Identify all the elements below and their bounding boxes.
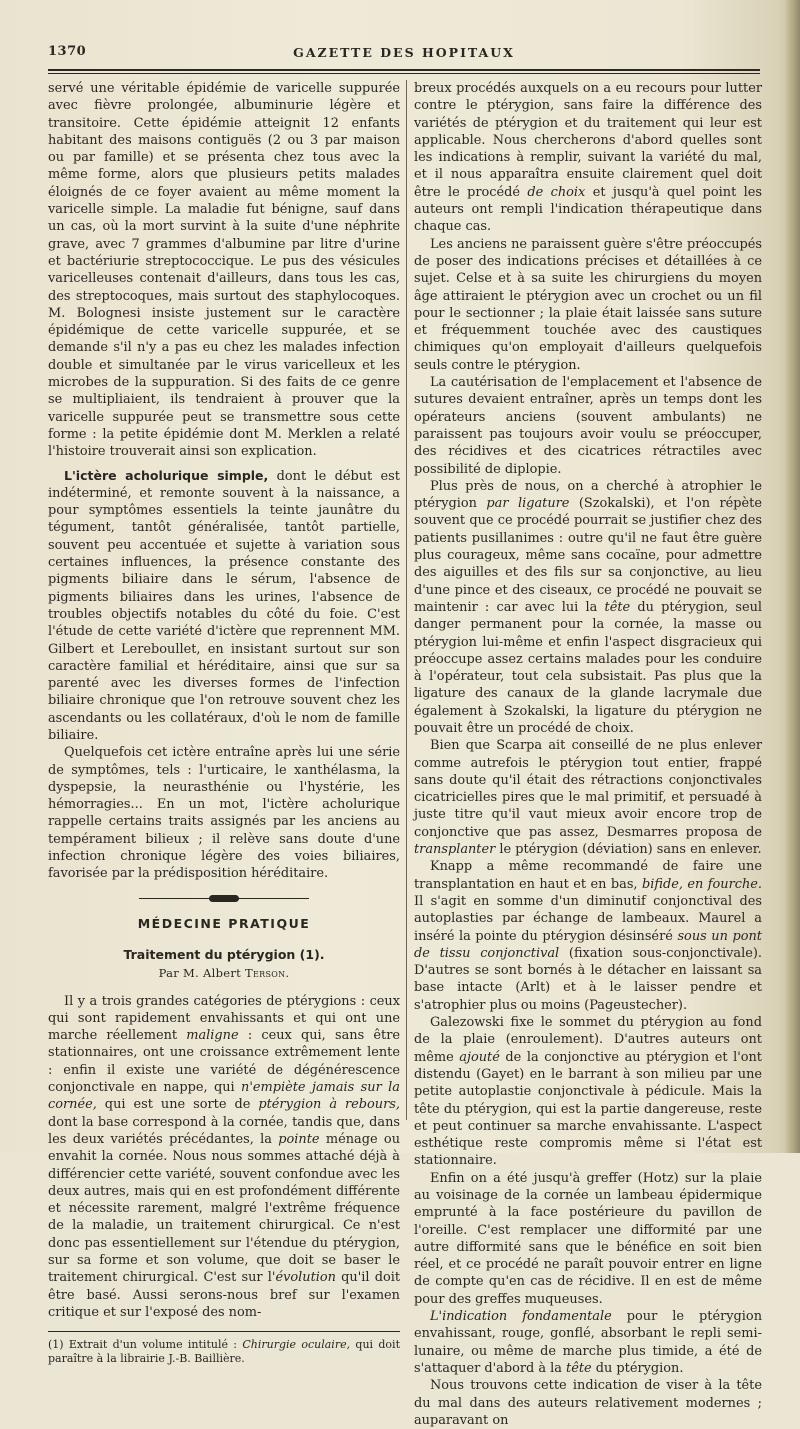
italic-run: transplanter [414,842,496,858]
byline [48,965,400,982]
header-rule-thin [48,73,760,74]
text-run: (1) Extrait d'un volume intitulé : [48,1338,243,1352]
italic-run: Chirurgie oculaire, [242,1338,351,1352]
paragraph [48,993,400,1322]
article-title: Traitement du ptérygion (1). [123,946,325,962]
paragraph-text: dont le début est indéterminé, et remonte souvent à la naissance, a pour symptômes essentiels la teinte jaunâtre du tégument, tantôt généralisée, tantôt partielle, souvent peu accentuée et sujette à variation sous certaines influences, la présence constante des pigments biliaire dans le sérum, l'absence de pigments biliaires dans les urines, l'absence de troubles objectifs notables du côté du foie. C'est l'étude de cette variété d'ictère que reprennent MM. Gilbert et Lereboullet, en insistant surtout sur son caractère familial et héréditaire, ainsi que sur sa parenté avec les diverses formes de l'infection biliaire chronique que l'on retrouve souvent chez les ascendants ou les collatéraux, d'où le nom de famille biliaire. [48,468,400,743]
text-run: ménage ou envahit la cornée. Nous nous sommes attaché déjà à différencier cette variété, souvent confondue avec les deux autres, mais qui en est profondément différente et nécessite rarement, malgré l'extrême fréquence de la maladie, un traitement chirurgical. Ce n'est donc pas essentiellement sur l'étendue du ptérygion, sur sa forme et son volume, que doit se baser le traitement chirurgical. C'est sur l' [48,1131,400,1286]
text-run: : ceux qui, sans être stationnaires, ont une croissance extrêmement lente : enfin il existe une variété de dégénérescence conjonctivale en nappe, qui [48,1028,400,1096]
italic-run: sous un pont de tissu conjonctival [414,928,762,961]
italic-run: tête [604,599,631,615]
paragraph: Quelquefois cet ictère entraîne après lui une série de symptômes, tels : l'urticaire, le xanthélasma, la dyspepsie, la neurasthénie ou l'hystérie, les hémorragies... En un mot, l'ictère acholurique rappelle certains traits assignés par les anciens au tempérament bilieux ; il relève sans doute d'une infection chronique légère des voies biliaires, favorisée par la prédisposition héréditaire. [48,745,400,882]
text-run: pour le ptérygion envahissant, rouge, gonflé, absorbant le repli semi-lunaire, ou même de marche plus timide, a été de s'attaquer d'abord à la [414,1309,762,1376]
text-run: Galezowski fixe le sommet du ptérygion au fond de la plaie (enroulement). D'autres auteurs ont même [414,1015,762,1065]
text-run: Il y a trois grandes catégories de ptérygions : ceux qui sont rapidement envahissants et qui ont une marche réellement [48,993,400,1044]
left-column [48,80,400,1366]
italic-run: bifide, en fourche. [641,876,762,892]
column-divider [406,80,407,1120]
italic-run: ajouté [459,1049,500,1065]
paragraph: Nous trouvons cette indication de viser à la tête du mal dans des auteurs relativement modernes ; auparavant on [414,1378,762,1428]
paragraph [414,1014,762,1170]
italic-run: évolution [275,1270,336,1286]
running-header [48,44,760,66]
paragraph: Les anciens ne paraissent guère s'être préoccupés de poser des indications précises et détaillées à ce sujet. Celse et à sa suite les chirurgiens du moyen âge attiraient le ptérygion avec un crochet ou un fil pour le sectionner ; la plaie était laissée sans suture et fréquemment touchée avec des caustiques chimiques qu'on employait d'ailleurs quelquefois seuls contre le ptérygion. [414,236,762,373]
run-in-heading: L'ictère acholurique simple, [64,467,269,483]
paragraph [414,478,762,737]
text-run: Bien que Scarpa ait conseillé de ne plus enlever comme autrefois le ptérygion tout entier, frappé sans doute qu'il était des rétractions conjonctivales cicatricielles pires que le mal primitif, et persuadé à juste titre qu'il vaut mieux avoir encore trop de conjonctive que pas assez, Desmarres proposa de [414,738,762,840]
italic-run: par ligature [486,496,570,512]
text-run: de la conjonctive au ptérygion et l'ont distendu (Gayet) en le barrant à son milieu par une petite autoplastie conjonctivale à pédicule. Mais la tête du ptérygion, qui est la partie dangereuse, reste et peut continuer sa marche envahissante. L'aspect esthétique reste compromis même si l'état est stationnaire. [414,1049,762,1169]
italic-run: ptérygion à rebours, [258,1097,400,1113]
header-rule [48,69,760,71]
italic-run: tête [566,1360,592,1376]
text-run: dont la base correspond à la cornée, tandis que, dans les deux variétés précédantes, la [48,1114,400,1147]
text-run: qu'il doit être basé. Aussi serons-nous bref sur l'examen critique et sur l'exposé des nom- [48,1270,401,1320]
text-run: qui est une sorte de [96,1097,259,1113]
section-ornament [139,895,309,903]
text-run: breux procédés auxquels on a eu recours pour lutter contre le ptérygion, sans faire la différence des variétés de ptérygion et du traitement qui leur est applicable. Nous chercherons d'abord quelles sont les indications à remplir, suivant la variété du mal, et il nous apparaîtra ensuite clairement quel doit être le procédé [414,81,762,200]
text-run: Plus près de nous, on a cherché à atrophier le ptérygion [414,478,762,512]
italic-run: n'empiète jamais sur la cornée, [48,1080,400,1113]
right-column [414,80,762,1429]
author-name: Terson [245,966,286,981]
text-run: et jusqu'à quel point les auteurs ont rempli l'indication thérapeutique dans chaque cas. [414,184,763,235]
journal-title: GAZETTE DES HOPITAUX [293,45,515,60]
page-edge-shadow [784,0,800,1153]
text-run: (Szokalski), et l'on répète souvent que ce procédé pourrait se justifier chez des patients pusillanimes : outre qu'il ne faut être guère plus courageux, même sans cocaïne, pour admettre des aiguilles et des fils sur sa conjonctive, au lieu d'une pince et des ciseaux, ce procédé ne pouvait se maintenir : car avec lui la [414,496,762,615]
paragraph: Enfin on a été jusqu'à greffer (Hotz) sur la plaie au voisinage de la cornée un lambeau épidermique emprunté à la face postérieure du pavillon de l'oreille. C'est remplacer une difformité par une autre difformité sans que le bénéfice en soit bien réel, et ce procédé ne paraît pouvoir entrer en ligne de compte qu'en cas de récidive. Il en est de même pour des greffes muqueuses. [414,1170,762,1307]
text-run: Knapp a même recommandé de faire une transplantation en haut et en bas, [414,859,762,892]
text-run: Il s'agit en somme d'un diminutif conjonctival des autoplasties par échange de lambeaux. Maurel a inséré la pointe du ptérygion désinséré [414,893,762,944]
section-title: MÉDECINE PRATIQUE [137,915,311,931]
paragraph [414,858,762,1014]
footnote [48,1338,400,1366]
text-run: le ptérygion (déviation) sans en enlever. [495,842,762,858]
footnote-rule [48,1331,400,1332]
italic-run: maligne [186,1028,239,1044]
byline-suffix: . [285,966,290,981]
text-run: (fixation sous-conjonctivale). D'autres se sont bornés à le détacher en laissant sa base intacte (Arlt) et à le laisser pendre et s'atrophier plus ou moins (Pageustecher). [414,945,762,1013]
text-run: qui doit paraître à la librairie J.-B. Baillière. [48,1338,400,1366]
text-run: du ptérygion. [591,1360,684,1376]
paragraph [414,80,762,236]
italic-run: de choix [527,184,586,200]
paragraph: servé une véritable épidémie de varicelle suppurée avec fièvre prolongée, albuminurie légère et transitoire. Cette épidémie atteignit 12 enfants habitant des maisons contiguës (2 ou 3 par maison ou par famille) et se présenta chez tous avec la même forme, alors que plusieurs petits malades éloignés de ce foyer avaient au même moment la varicelle simple. La maladie fut bénigne, sauf dans un cas, où la mort survint à la suite d'une néphrite grave, avec 7 grammes d'albumine par litre d'urine et bactériurie streptococcique. Le pus des vésicules varicelleuses contenait d'ailleurs, dans tous les cas, des streptocoques, mais surtout des staphylocoques. M. Bolognesi insiste justement sur le caractère épidémique de cette varicelle suppurée, et se demande s'il n'y a pas eu chez les malades infection double et simultanée par le virus varicelleux et les microbes de la suppuration. Si des faits de ce genre se multipliaient, ils tendraient à prouver que la varicelle suppurée peut se transmettre sous cette forme : la petite épidémie dont M. Merklen a relaté l'histoire trouverait ainsi son explication. [48,81,400,460]
page-number: 1370 [48,44,87,59]
paragraph: La cautérisation de l'emplacement et l'absence de sutures devaient entraîner, après un temps dont les opérateurs anciens (souvent ambulants) ne paraissent pas toujours avoir voulu se préoccuper, des récidives et des cicatrices rétractiles avec possibilité de diplopie. [414,375,762,477]
paragraph [414,737,762,858]
italic-run: pointe [278,1131,320,1147]
paragraph [414,1308,762,1377]
paragraph [48,467,400,745]
byline-prefix: Par M. Albert [158,966,246,981]
text-run: du ptérygion, seul danger permanent pour la cornée, la masse ou ptérygion lui-même et enfin l'aspect disgracieux qui préoccupe assez certains malades pour les conduire à l'opérateur, tout cela subsistait. Pas plus que la ligature des canaux de la glande lacrymale due également à Szokalski, la ligature du ptérygion ne pouvait être un procédé de choix. [414,599,762,736]
italic-run: L'indication fondamentale [430,1309,612,1325]
